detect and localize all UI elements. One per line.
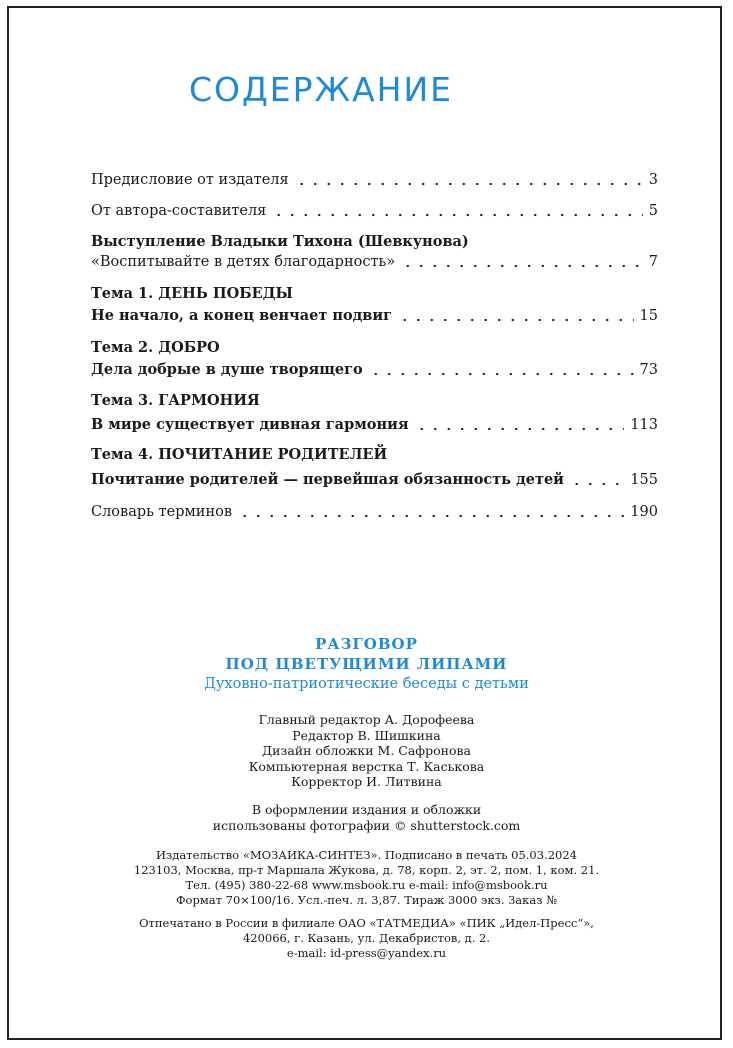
credit-line: Корректор И. Литвина <box>291 774 442 789</box>
credit-line: Главный редактор А. Дорофеева <box>258 712 475 727</box>
toc-page-number: 5 <box>648 203 658 219</box>
toc-entry-speech[interactable] <box>91 252 658 271</box>
toc-heading: Тема 2. ДОБРО <box>91 339 220 356</box>
publisher-line: Тел. (495) 380-22-68 www.msbook.ru e-mail: info@msbook.ru <box>185 878 548 892</box>
credit-line: Дизайн обложки М. Сафронова <box>262 743 471 758</box>
printer-line: Отпечатано в России в филиале ОАО «ТАТМЕДИА» «ПИК „Идел-Пресс“», <box>139 916 594 930</box>
toc-entry-theme-2[interactable] <box>91 360 658 379</box>
toc-heading: Выступление Владыки Тихона (Шевкунова) <box>91 233 469 250</box>
dot-leader <box>238 504 624 518</box>
toc-page-number: 73 <box>639 362 658 378</box>
printer-block <box>0 916 733 961</box>
toc-page-number: 7 <box>648 254 658 270</box>
book-title-line-2: ПОД ЦВЕТУЩИМИ ЛИПАМИ <box>225 655 508 673</box>
publisher-line: 123103, Москва, пр-т Маршала Жукова, д. 78, корп. 2, эт. 2, пом. 1, ком. 21. <box>133 863 600 877</box>
toc-entry-text: Не начало, а конец венчает подвиг <box>91 307 393 324</box>
toc-entry-theme-1[interactable] <box>91 306 658 325</box>
toc-heading: Тема 3. ГАРМОНИЯ <box>91 392 260 409</box>
dot-leader <box>272 203 642 217</box>
toc-entry-author[interactable] <box>91 201 658 220</box>
dot-leader <box>398 308 634 322</box>
dot-leader <box>295 172 643 186</box>
toc-entry-theme-3[interactable] <box>91 415 658 434</box>
dot-leader <box>415 417 625 431</box>
toc-entry-text: От автора-составителя <box>91 203 267 219</box>
printer-line: e-mail: id-press@yandex.ru <box>286 946 447 960</box>
credit-line: Компьютерная верстка Т. Каськова <box>248 758 485 774</box>
dot-leader <box>570 472 624 486</box>
toc-heading: Тема 1. ДЕНЬ ПОБЕДЫ <box>91 285 293 302</box>
toc-page-number: 3 <box>648 172 658 188</box>
toc-entry-preface[interactable] <box>91 170 658 189</box>
credit-line: Редактор В. Шишкина <box>292 727 441 743</box>
toc-heading: Тема 4. ПОЧИТАНИЕ РОДИТЕЛЕЙ <box>91 446 388 463</box>
toc-entry-text: В мире существует дивная гармония <box>91 416 409 433</box>
dot-leader <box>401 254 643 268</box>
toc-page-number: 155 <box>630 472 658 488</box>
book-title-line-1: РАЗГОВОР <box>315 635 418 653</box>
photo-note <box>0 802 733 833</box>
book-subtitle: Духовно-патриотические беседы с детьми <box>204 676 529 692</box>
printer-line: 420066, г. Казань, ул. Декабристов, д. 2. <box>242 931 491 945</box>
page-title: СОДЕРЖАНИЕ <box>189 70 454 109</box>
toc-entry-text: Словарь терминов <box>91 504 233 520</box>
toc-entry-text: Дела добрые в душе творящего <box>91 361 363 378</box>
dot-leader <box>369 362 634 376</box>
photo-note-line: использованы фотографии © shutterstock.com <box>212 817 521 833</box>
publisher-line: Формат 70×100/16. Усл.-печ. л. 3,87. Тираж 3000 экз. Заказ № <box>176 893 557 907</box>
toc-entry-text: «Воспитывайте в детях благодарность» <box>91 254 396 270</box>
publisher-line: Издательство «МОЗАИКА-СИНТЕЗ». Подписано в печать 05.03.2024 <box>156 848 577 862</box>
toc-page-number: 113 <box>630 417 658 433</box>
credits-block <box>0 712 733 790</box>
toc-entry-text: Почитание родителей — первейшая обязанность детей <box>91 471 564 488</box>
toc-entry-theme-4[interactable] <box>91 470 658 489</box>
toc-page-number: 190 <box>630 504 658 520</box>
publisher-block <box>0 848 733 908</box>
toc-entry-text: Предисловие от издателя <box>91 172 289 188</box>
toc-entry-glossary[interactable] <box>91 502 658 521</box>
photo-note-line: В оформлении издания и обложки <box>251 802 482 817</box>
imprint-title-block <box>0 634 733 694</box>
toc-page-number: 15 <box>639 308 658 324</box>
